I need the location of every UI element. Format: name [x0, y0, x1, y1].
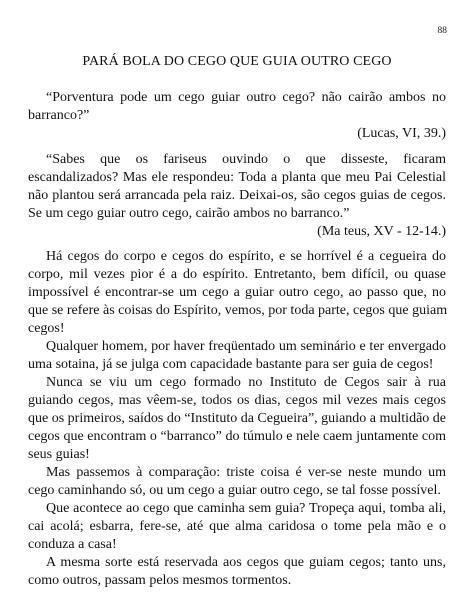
page-title: PARÁ BOLA DO CEGO QUE GUIA OUTRO CEGO	[82, 54, 392, 69]
quote-reference: (Lucas, VI, 39.)	[357, 126, 446, 141]
body-line: Mas passemos à comparação: triste coisa é ver-se neste mundo um	[46, 465, 446, 480]
body-line: cegos!	[28, 321, 65, 336]
body-line: A mesma sorte está reservada aos cegos que guiam cegos; tanto uns,	[46, 555, 446, 570]
body-line: impossível é encontrar-se um cego a guiar outro cego, ao passo que, no	[28, 285, 446, 300]
quote-line: barranco?”	[28, 108, 90, 123]
body-text	[28, 248, 446, 590]
quote-reference: (Ma teus, XV - 12-14.)	[317, 224, 446, 239]
quote-line: “Porventura pode um cego guiar outro cego? não cairão ambos no	[46, 90, 446, 105]
epigraph-quote-mateus	[28, 151, 446, 241]
body-line: guiando cegos, mas vêem-se, todos os dias, cegos mil vezes mais cegos	[28, 393, 446, 408]
body-line: que os primeiros, saídos do “Instituto da Cegueira”, guiando a multidão de	[28, 411, 446, 426]
quote-line: “Sabes que os fariseus ouvindo o que disseste, ficaram	[46, 152, 446, 167]
body-line: conduza a casa!	[28, 537, 117, 552]
body-line: cego caminhando só, ou um cego a guiar outro cego, se tal fosse possível.	[28, 483, 441, 498]
epigraph-quote-lucas	[28, 89, 446, 143]
body-line: Há cegos do corpo e cegos do espírito, e se horrível é a cegueira do	[46, 249, 446, 264]
quote-line: Se um cego guiar outro cego, cairão ambos no barranco.”	[28, 206, 350, 221]
page-number: 88	[437, 26, 447, 36]
body-line: Qualquer homem, por haver freqüentado um seminário e ter envergado	[46, 339, 446, 354]
body-line: cegos que encontram o “barranco” do túmulo e nele caem juntamente com	[28, 429, 446, 444]
body-line: Nunca se viu um cego formado no Instituto de Cegos sair à rua	[46, 375, 446, 390]
quote-line: não plantou será arrancada pela raiz. Deixai-os, são cegos guias de cegos.	[28, 188, 446, 203]
quote-line: escandalizados? Mas ele respondeu: Toda a planta que meu Pai Celestial	[28, 170, 446, 185]
body-line: corpo, mil vezes pior é a do espírito. Entretanto, bem difícil, ou quase	[28, 267, 446, 282]
body-line: como outros, passam pelos mesmos tormentos.	[28, 573, 292, 588]
body-line: cai acolá; esbarra, fere-se, até que alma caridosa o tome pela mão e o	[28, 519, 446, 534]
body-line: uma sotaina, já se julga com capacidade bastante para ser guia de cegos!	[28, 357, 434, 372]
body-line: que se refere às coisas do Espírito, vemos, por toda parte, cegos que guiam	[28, 303, 448, 318]
body-line: seus guias!	[28, 447, 90, 462]
body-line: Que acontece ao cego que caminha sem guia? Tropeça aqui, tomba ali,	[46, 501, 446, 516]
